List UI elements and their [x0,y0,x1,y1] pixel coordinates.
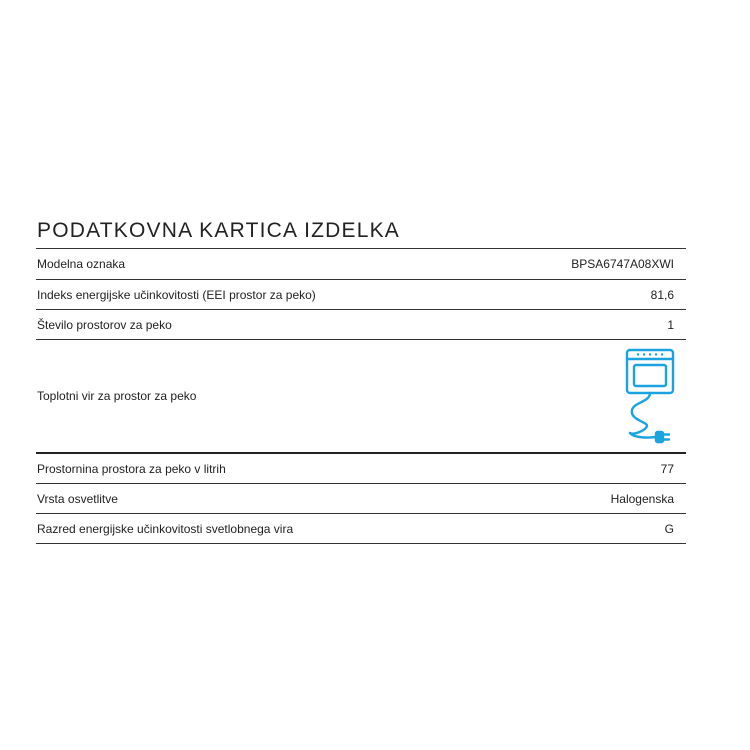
spec-label: Toplotni vir za prostor za peko [37,389,197,403]
spec-row-light-energy-class [36,514,686,544]
spec-table [36,249,686,544]
spec-value: 77 [660,461,674,476]
spec-row-model [36,249,686,280]
product-data-sheet [36,218,686,544]
spec-value: G [664,521,674,536]
spec-label: Vrsta osvetlitve [37,491,118,506]
spec-value: 81,6 [650,287,674,302]
spec-row-heat-source [36,340,686,454]
spec-value: 1 [667,317,674,332]
spec-label: Indeks energijske učinkovitosti (EEI prostor za peko) [37,287,316,302]
spec-label: Število prostorov za peko [37,317,172,332]
spec-value: BPSA6747A08XWI [571,257,674,271]
spec-value: Halogenska [610,491,674,506]
spec-row-cavities [36,310,686,340]
spec-row-lighting-type [36,484,686,514]
spec-row-volume [36,454,686,484]
spec-label: Razred energijske učinkovitosti svetlobnega vira [37,521,294,536]
sheet-title: PODATKOVNA KARTICA IZDELKA [36,218,686,249]
spec-label: Prostornina prostora za peko v litrih [37,461,226,476]
spec-row-eei [36,280,686,310]
electric-oven-plug-icon [624,346,676,446]
spec-label: Modelna oznaka [37,257,126,271]
